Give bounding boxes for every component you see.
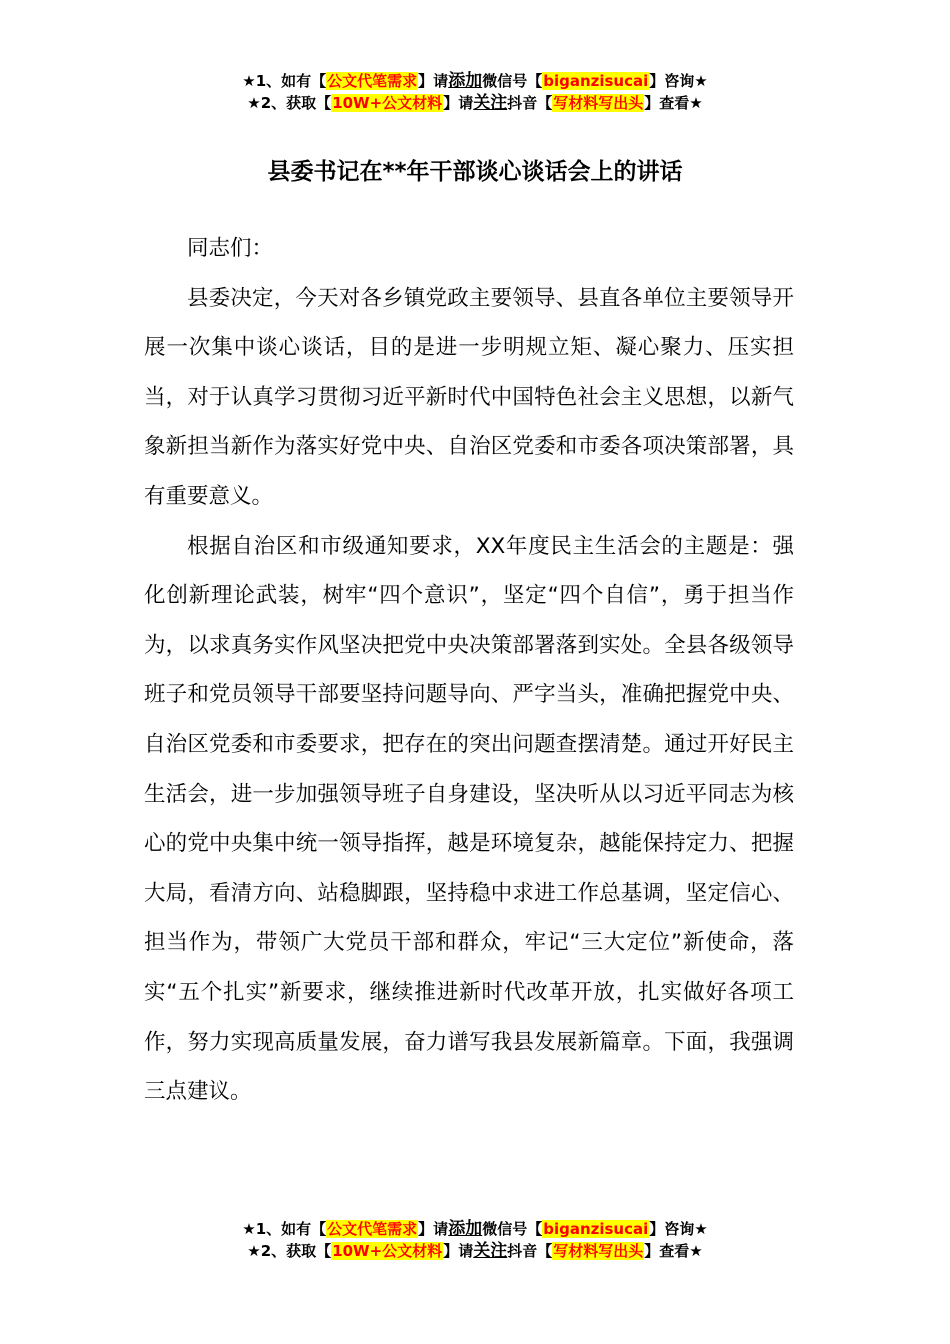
- footer-banner: [0, 1218, 950, 1262]
- banner-text: 】咨询: [649, 72, 695, 90]
- banner-text: 抖音【: [507, 94, 553, 112]
- banner-line-2: [0, 1240, 950, 1262]
- highlight-service: 公文代笔需求: [327, 72, 418, 90]
- underlined-text: 关注: [473, 93, 508, 113]
- banner-text: 】请: [443, 94, 474, 112]
- banner-text: 2、获取【: [260, 1242, 332, 1260]
- star-icon: ★: [694, 1220, 708, 1238]
- highlight-douyin: 写材料写出头: [553, 1242, 644, 1260]
- banner-line-2: [0, 92, 950, 114]
- star-icon: ★: [689, 1242, 703, 1260]
- banner-text: 抖音【: [507, 1242, 553, 1260]
- banner-text: 微信号【: [482, 1220, 543, 1238]
- document-title: 县委书记在**年干部谈心谈话会上的讲话: [267, 159, 683, 185]
- banner-text: 】查看: [644, 94, 690, 112]
- underlined-text: 关注: [473, 1241, 508, 1261]
- star-icon: ★: [242, 72, 256, 90]
- banner-text: 】请: [418, 1220, 449, 1238]
- star-icon: ★: [242, 1220, 256, 1238]
- banner-text: 微信号【: [482, 72, 543, 90]
- highlight-service: 公文代笔需求: [327, 1220, 418, 1238]
- highlight-douyin: 写材料写出头: [553, 94, 644, 112]
- highlight-materials: 10W+公文材料: [332, 94, 443, 112]
- star-icon: ★: [689, 94, 703, 112]
- banner-text: 】咨询: [649, 1220, 695, 1238]
- banner-line-1: [0, 1218, 950, 1240]
- star-icon: ★: [247, 1242, 261, 1260]
- header-banner: [0, 70, 950, 114]
- salutation: 同志们：: [187, 236, 274, 261]
- banner-text: 2、获取【: [260, 94, 332, 112]
- star-icon: ★: [694, 72, 708, 90]
- highlight-materials: 10W+公文材料: [332, 1242, 443, 1260]
- highlight-wechat-id: biganzisucai: [543, 1220, 649, 1238]
- highlight-wechat-id: biganzisucai: [543, 72, 649, 90]
- document-body: [144, 224, 794, 1117]
- underlined-text: 添加: [448, 71, 483, 91]
- banner-text: 1、如有【: [255, 1220, 327, 1238]
- banner-text: 】请: [418, 72, 449, 90]
- banner-text: 】请: [443, 1242, 474, 1260]
- star-icon: ★: [247, 94, 261, 112]
- paragraph-1: 县委决定，今天对各乡镇党政主要领导、县直各单位主要领导开展一次集中谈心谈话，目的是进一步明规立矩、凝心聚力、压实担当，对于认真学习贯彻习近平新时代中国特色社会主义思想，以新气象新担当新作为落实好党中央、自治区党委和市委各项决策部署，具有重要意义。: [144, 285, 794, 509]
- underlined-text: 添加: [448, 1219, 483, 1239]
- banner-text: 1、如有【: [255, 72, 327, 90]
- banner-line-1: [0, 70, 950, 92]
- banner-text: 】查看: [644, 1242, 690, 1260]
- paragraph-2: 根据自治区和市级通知要求，XX年度民主生活会的主题是：强化创新理论武装，树牢“四个意识”，坚定“四个自信”，勇于担当作为，以求真务实作风坚决把党中央决策部署落到实处。全县各级领导班子和党员领导干部要坚持问题导向、严字当头，准确把握党中央、自治区党委和市委要求，把存在的突出问题查摆清楚。通过开好民主生活会，进一步加强领导班子自身建设，坚决听从以习近平同志为核心的党中央集中统一领导指挥，越是环境复杂，越能保持定力、把握大局，看清方向、站稳脚跟，坚持稳中求进工作总基调，坚定信心、担当作为，带领广大党员干部和群众，牢记“三大定位”新使命，落实“五个扎实”新要求，继续推进新时代改革开放，扎实做好各项工作，努力实现高质量发展，奋力谱写我县发展新篇章。下面，我强调三点建议。: [144, 533, 794, 1105]
